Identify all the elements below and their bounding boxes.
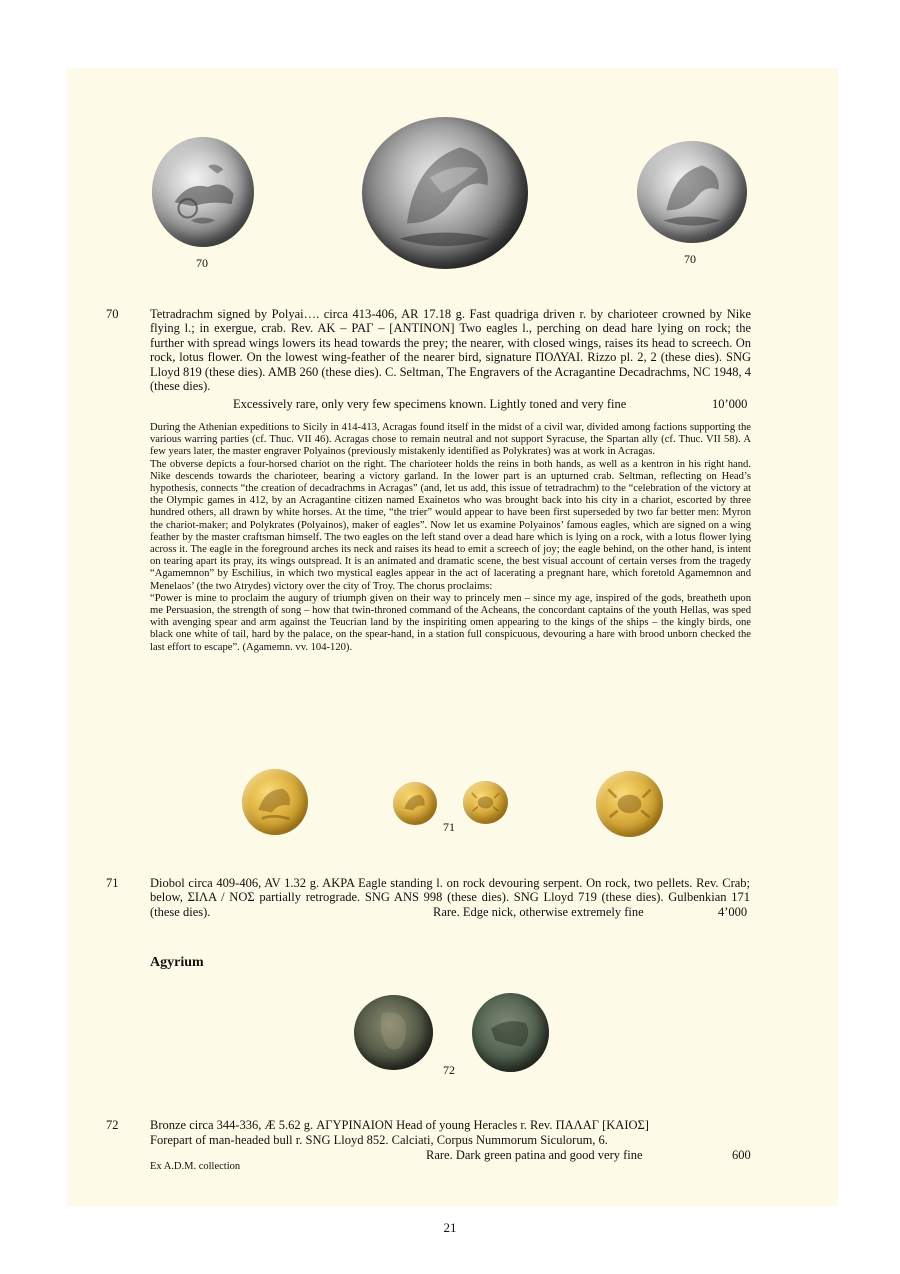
coin-caption: 70 [196,256,208,270]
provenance: Ex A.D.M. collection [150,1161,241,1172]
coin-70-obverse-quadriga [152,137,254,247]
lot-price: 4’000 [718,905,748,919]
lot-price: 10’000 [712,397,748,411]
note-paragraph: The obverse depicts a four-horsed chariot on the right. The charioteer holds the reins in both hands, as well as a kentron in his right hand. Nike descends towards the charioteer, bearing a victory garland. In the lower part is an upturned crab. Seltman, reflecting on Head’s hypothesis, connects “the creation of decadrachms in Acragas” (and, let us add, this issue of tetradrachm) to the “celebration of the victory at the Olympic games in 412, by an Acragantine citizen named Exainetos who was brought back into his city in a chariot, escorted by three hundred others, all drawn by white horses. At the time, “the trier” would appear to have been first superseded by two far better men: Myron the chariot-maker; and Polykrates (Polyainos), maker of eagles”. Now let us examine Polyainos’ famous eagles, which are signed on a wing feather by the master craftsman himself. The two eagles on the left stand over a dead hare which is lying on a rock, with a lotus flower lying across it. The eagle in the foreground arches its neck and raises its head to emit a screech of joy; the eagle behind, on the other hand, is intent on tearing apart its pray, its wings outspread. It is an animated and dramatic scene, the best visual account of certain verses from the tragedy “Agamemnon” by Eschilius, in which two mystical eagles appear in the act of lacerating a pregnant hare, which foretold Agamemnon and Menelaos’ (the two Atrydes) victory over the city of Troy. The chorus proclaims: [150,458,751,592]
coin-caption: 70 [684,252,696,266]
coin-70-reverse-eagles-large [362,117,528,269]
coin-71-reverse-crab-small [463,781,508,824]
lot-number: 72 [106,1118,119,1132]
coin-71-reverse-crab-large [596,771,663,837]
lot-description: Bronze circa 344-336, Æ 5.62 g. ΑΓΥΡΙΝΑΙΟΝ Head of young Heracles r. Rev. ΠΑΛΑΓ [ΚΑΙΟΣ] [150,1118,649,1132]
coin-caption: 72 [443,1063,455,1077]
page-number: 21 [443,1220,457,1235]
lot-grade: Rare. Edge nick, otherwise extremely fine [433,905,644,919]
lot-number: 70 [106,307,119,321]
lot-description: Diobol circa 409-406, AV 1.32 g. AKPA Eagle standing l. on rock devouring serpent. On rock, two pellets. Rev. Crab; below, ΣΙΛΑ / ΝΟΣ partially retrograde. SNG ANS 998 (these dies). SNG Lloyd 719 (these dies). Gulbenkian 171 (these dies). [150,876,750,919]
section-heading: Agyrium [150,955,204,970]
lot-description: Tetradrachm signed by Polyai…. circa 413-406, AR 17.18 g. Fast quadriga driven r. by charioteer crowned by Nike flying l.; in exergue, crab. Rev. AK – PAΓ – [ANTINON] Two eagles l., perching on dead hare lying on rock; the further with spread wings lowers its head towards the prey; the nearer, with closed wings, raises its head to screech. On rock, lotus flower. On the lowest wing-feather of the nearer bird, signature ΠΟΛΥΑΙ. Rizzo pl. 2, 2 (these dies). SNG Lloyd 819 (these dies). AMB 260 (these dies). C. Seltman, The Engravers of the Acragantine Decadrachms, NC 1948, 4 (these dies). [150,307,751,394]
coin-72-reverse-bull [472,993,549,1072]
coin-caption: 71 [443,820,455,834]
note-paragraph: “Power is mine to proclaim the augury of triumph given on their way to princely men – since my age, inspired of the gods, breatheth upon me Persuasion, the strength of song – how that twin-throned command of the Acheans, the concordant captains of the youth Hellas, was sped with avenging spear and arm against the Teucrian land by the inspiriting omen appearing to the kings of the ships – the kingly birds, one black one white of tail, hard by the palace, on the spear-hand, in a station full conspicuous, devouring a hare with brood unborn checked the last effort to escape”. (Agamemn. vv. 104-120). [150,592,751,653]
lot-description: Forepart of man-headed bull r. SNG Lloyd 852. Calciati, Corpus Nummorum Siculorum, 6. [150,1133,608,1147]
lot-note [150,422,751,654]
coin-71-obverse-eagle-large [242,769,308,835]
coin-70-reverse-eagles-small [637,141,747,243]
lot-price: 600 [732,1148,751,1162]
lot-number: 71 [106,876,119,890]
lot-grade: Excessively rare, only very few specimens known. Lightly toned and very fine [233,397,627,411]
coin-72-obverse-heracles [354,995,433,1070]
coin-71-obverse-eagle-small [393,782,437,825]
lot-grade: Rare. Dark green patina and good very fine [426,1148,643,1162]
note-paragraph: During the Athenian expeditions to Sicily in 414-413, Acragas found itself in the midst of a civil war, divided among factions supporting the various warring parties (cf. Thuc. VII 46). Acragas chose to remain neutral and not support Syracuse, the Spartan ally (cf. Thuc. VII 58). A few years later, the master engraver Polyainos (previously mistakenly identified as Polykrates) was at work in Acragas. [150,422,751,458]
